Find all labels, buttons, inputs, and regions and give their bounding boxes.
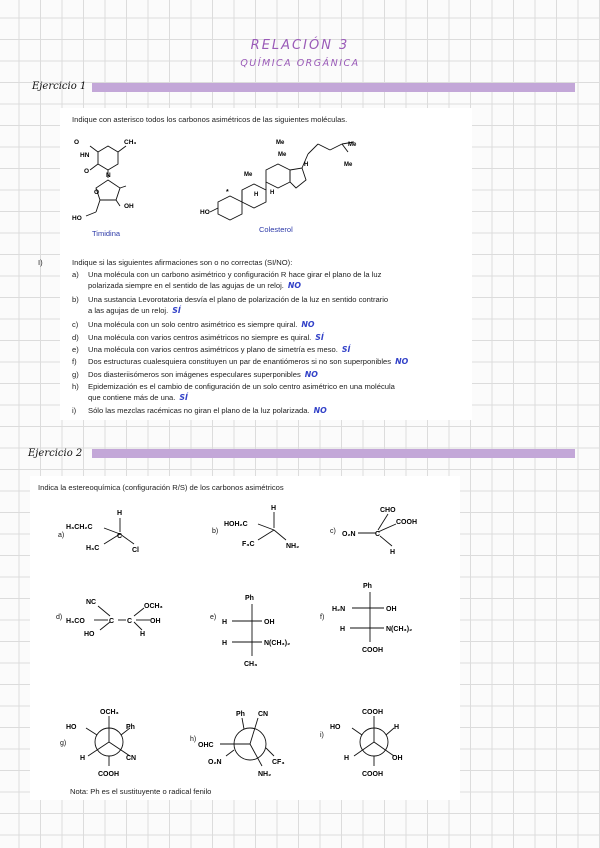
svg-text:N(CH₃)₂: N(CH₃)₂ bbox=[264, 640, 291, 647]
svg-text:C: C bbox=[375, 531, 381, 538]
statement-answer: SÍ bbox=[315, 333, 324, 342]
page-title: RELACIÓN 3 bbox=[250, 38, 350, 53]
svg-text:CH₃: CH₃ bbox=[124, 139, 137, 146]
svg-text:O: O bbox=[94, 189, 100, 196]
part-label: I) bbox=[38, 258, 43, 267]
statement-letter: a) bbox=[72, 270, 79, 279]
structure-e bbox=[220, 590, 310, 670]
colesterol-structure bbox=[198, 134, 368, 224]
statement-text-2: a las agujas de un reloj. bbox=[88, 306, 169, 315]
exercise-1-instruction: Indique con asterisco todos los carbonos asimétricos de las siguientes moléculas. bbox=[72, 115, 348, 124]
item-letter: h) bbox=[190, 736, 197, 743]
svg-text:H₂N: H₂N bbox=[332, 606, 346, 613]
structure-b bbox=[222, 500, 312, 555]
item-letter: d) bbox=[56, 614, 63, 621]
statement-answer: NO bbox=[395, 357, 409, 366]
svg-text:H: H bbox=[390, 549, 396, 556]
svg-text:H: H bbox=[270, 190, 275, 196]
statement-letter: c) bbox=[72, 320, 79, 329]
svg-text:OCH₃: OCH₃ bbox=[100, 709, 119, 716]
statement-text: Una molécula con un carbono asimétrico y configuración R hace girar el plano de la luz bbox=[88, 270, 382, 279]
svg-text:OHC: OHC bbox=[198, 742, 214, 749]
statement-text: Una molécula con varios centros asimétricos no siempre es quiral. bbox=[88, 333, 312, 342]
statement-text-2: que contiene más de una. bbox=[88, 393, 176, 402]
item-letter: f) bbox=[320, 614, 325, 621]
statement-letter: b) bbox=[72, 295, 79, 304]
svg-text:O: O bbox=[84, 168, 90, 175]
statement-text: Sólo las mezclas racémicas no giran el plano de la luz polarizada. bbox=[88, 406, 310, 415]
svg-text:H: H bbox=[340, 626, 346, 633]
svg-text:H: H bbox=[271, 505, 277, 512]
statement-letter: h) bbox=[72, 382, 79, 391]
svg-text:Me: Me bbox=[344, 162, 353, 168]
svg-text:H₃C: H₃C bbox=[86, 545, 100, 552]
statement-answer: NO bbox=[287, 281, 302, 290]
item-letter: e) bbox=[210, 614, 217, 621]
exercise-2-instruction: Indica la estereoquímica (configuración R/S) de los carbonos asimétricos bbox=[38, 483, 284, 492]
statement-letter: f) bbox=[72, 357, 77, 366]
svg-text:COOH: COOH bbox=[362, 647, 383, 654]
svg-text:Ph: Ph bbox=[245, 595, 254, 602]
svg-text:C: C bbox=[127, 618, 133, 625]
svg-text:COOH: COOH bbox=[362, 709, 383, 716]
svg-text:Me: Me bbox=[278, 152, 287, 158]
statement-letter: i) bbox=[72, 406, 77, 415]
svg-text:OH: OH bbox=[124, 203, 134, 210]
statement-letter: d) bbox=[72, 333, 79, 342]
svg-text:COOH: COOH bbox=[98, 771, 119, 778]
exercise-2-label: Ejercicio 2 bbox=[28, 448, 83, 459]
svg-text:CN: CN bbox=[126, 755, 137, 762]
exercise-1-bar bbox=[92, 83, 575, 92]
svg-text:Me: Me bbox=[244, 172, 253, 178]
statement-text: Epidemización es el cambio de configuración de un solo centro asimétrico en una molécula bbox=[88, 382, 395, 391]
svg-text:O₂N: O₂N bbox=[208, 759, 222, 766]
svg-text:NC: NC bbox=[86, 599, 97, 606]
exercise-2-bar bbox=[92, 449, 575, 458]
svg-text:H: H bbox=[394, 724, 400, 731]
structure-d bbox=[64, 592, 179, 647]
statement-letter: g) bbox=[72, 370, 79, 379]
svg-text:O₂N: O₂N bbox=[342, 531, 356, 538]
svg-text:O: O bbox=[74, 139, 80, 146]
statement-text: Una sustancia Levorotatoria desvía el plano de polarización de la luz en sentido contrario bbox=[88, 295, 389, 304]
statement-answer: SÍ bbox=[172, 306, 181, 315]
svg-text:OH: OH bbox=[392, 755, 403, 762]
structure-i bbox=[326, 702, 416, 782]
part-intro: Indique si las siguientes afirmaciones son o no correctas (SI/NO): bbox=[72, 258, 293, 267]
statement-answer: SÍ bbox=[341, 345, 351, 354]
svg-text:NH₂: NH₂ bbox=[286, 543, 300, 550]
svg-text:H: H bbox=[222, 619, 228, 626]
item-letter: g) bbox=[60, 740, 67, 747]
svg-text:H₃CH₂C: H₃CH₂C bbox=[66, 524, 93, 531]
structure-h bbox=[196, 704, 306, 784]
svg-text:HOH₂C: HOH₂C bbox=[224, 521, 248, 528]
svg-text:HO: HO bbox=[84, 631, 95, 638]
statement-answer: SÍ bbox=[179, 393, 188, 402]
svg-text:OCH₃: OCH₃ bbox=[144, 603, 163, 610]
svg-text:HO: HO bbox=[66, 724, 77, 731]
svg-text:H: H bbox=[140, 631, 146, 638]
svg-text:HN: HN bbox=[80, 152, 90, 159]
svg-text:COOH: COOH bbox=[362, 771, 383, 778]
svg-text:N(CH₃)₂: N(CH₃)₂ bbox=[386, 626, 413, 633]
svg-text:F₃C: F₃C bbox=[242, 541, 255, 548]
structure-a bbox=[66, 504, 156, 559]
svg-text:H: H bbox=[344, 755, 350, 762]
svg-text:Ph: Ph bbox=[363, 583, 372, 590]
svg-text:HO: HO bbox=[330, 724, 341, 731]
svg-text:OH: OH bbox=[264, 619, 275, 626]
timidina-structure bbox=[68, 130, 158, 230]
svg-text:CF₃: CF₃ bbox=[272, 759, 285, 766]
molecule-2-name: Colesterol bbox=[259, 225, 293, 234]
molecule-1-name: Timidina bbox=[92, 229, 121, 238]
item-letter: i) bbox=[320, 732, 324, 739]
item-letter: c) bbox=[330, 528, 336, 535]
svg-text:H: H bbox=[304, 162, 309, 168]
statement-text: Una molécula con un solo centro asimétrico es siempre quiral. bbox=[88, 320, 298, 329]
svg-text:N: N bbox=[106, 172, 111, 179]
svg-text:Ph: Ph bbox=[126, 724, 135, 731]
exercise-2-note: Nota: Ph es el sustituyente o radical fenilo bbox=[70, 787, 212, 796]
structure-c bbox=[340, 502, 430, 557]
svg-text:OH: OH bbox=[386, 606, 397, 613]
svg-text:CH₃: CH₃ bbox=[244, 661, 258, 668]
statement-answer: NO bbox=[301, 320, 315, 329]
statement-letter: e) bbox=[72, 345, 79, 354]
item-letter: b) bbox=[212, 528, 219, 535]
statement-text: Una molécula con varios centros asimétricos y plano de simetría es meso. bbox=[88, 345, 338, 354]
svg-text:Ph: Ph bbox=[236, 711, 245, 718]
svg-text:H₃CO: H₃CO bbox=[66, 618, 85, 625]
statement-answer: NO bbox=[304, 370, 318, 379]
page-subtitle: QUÍMICA ORGÁNICA bbox=[240, 58, 360, 69]
svg-text:H: H bbox=[117, 510, 123, 517]
svg-text:C: C bbox=[109, 618, 115, 625]
structure-g bbox=[64, 702, 154, 782]
item-letter: a) bbox=[58, 532, 65, 539]
structure-f bbox=[328, 578, 428, 658]
svg-text:*: * bbox=[226, 189, 229, 196]
svg-text:H: H bbox=[80, 755, 86, 762]
exercise-1-label: Ejercicio 1 bbox=[32, 81, 87, 92]
svg-text:NH₂: NH₂ bbox=[258, 771, 272, 778]
svg-text:HO: HO bbox=[72, 215, 82, 222]
statement-text: Dos estructuras cualesquiera constituyen un par de enantiómeros si no son superponibles bbox=[88, 357, 392, 366]
svg-text:H: H bbox=[254, 192, 259, 198]
svg-text:HO: HO bbox=[200, 209, 210, 216]
svg-text:COOH: COOH bbox=[396, 519, 417, 526]
svg-text:CN: CN bbox=[258, 711, 269, 718]
svg-text:Cl: Cl bbox=[132, 547, 139, 554]
svg-text:Me: Me bbox=[348, 142, 357, 148]
svg-text:Me: Me bbox=[276, 140, 285, 146]
statement-text: Dos diasteriisómeros son imágenes especulares superponibles bbox=[88, 370, 301, 379]
svg-text:C: C bbox=[117, 533, 123, 540]
svg-text:OH: OH bbox=[150, 618, 161, 625]
svg-text:H: H bbox=[222, 640, 228, 647]
statement-answer: NO bbox=[313, 406, 327, 415]
statement-text-2: polarizada siempre en el sentido de las agujas de un reloj. bbox=[88, 281, 284, 290]
svg-text:CHO: CHO bbox=[380, 507, 396, 514]
